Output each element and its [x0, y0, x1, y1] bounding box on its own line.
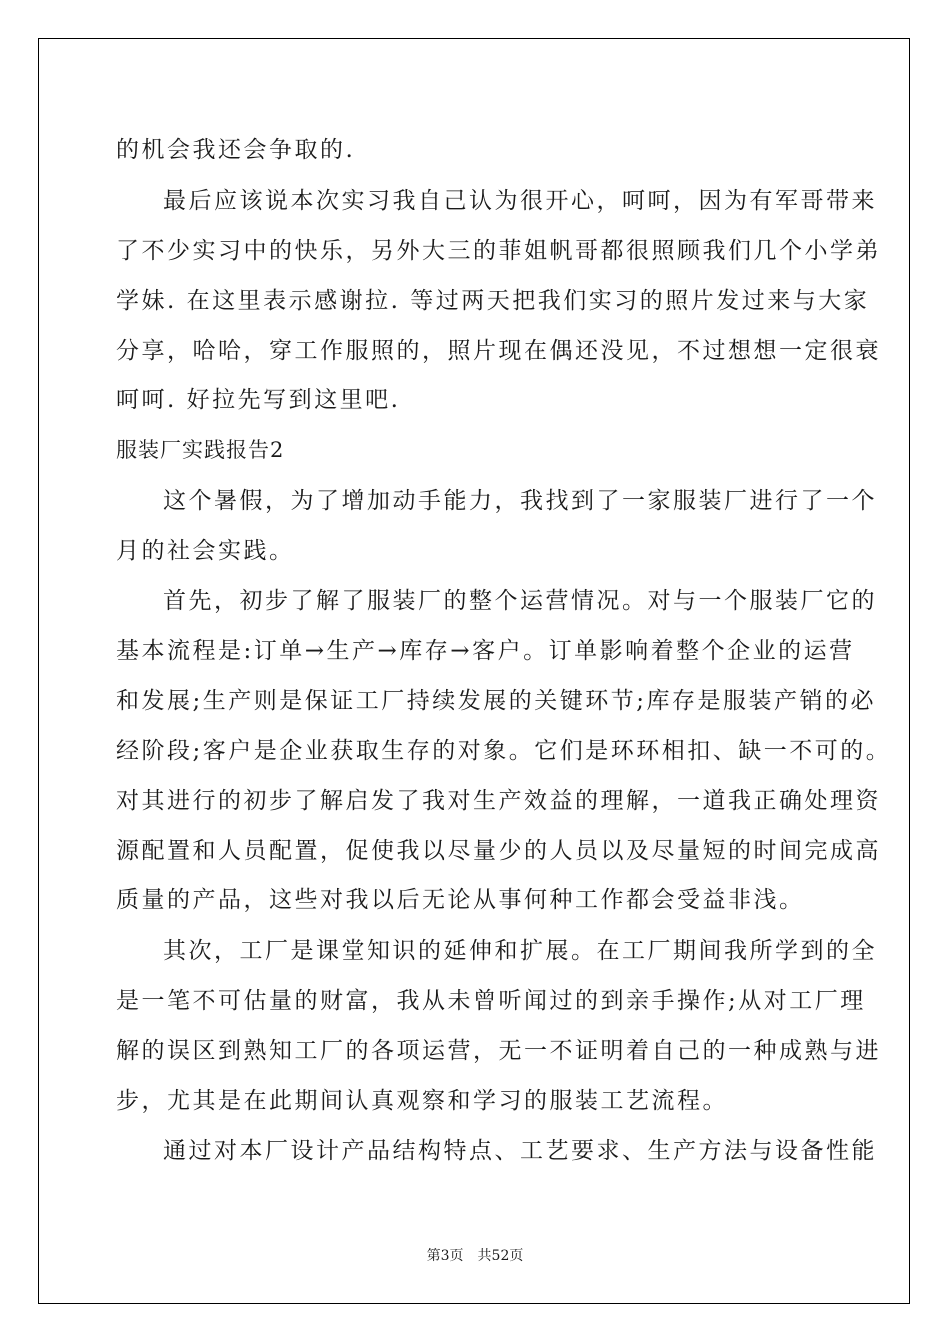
text-line: 了不少实习中的快乐，另外大三的菲姐帆哥都很照顾我们几个小学弟: [116, 238, 881, 264]
text-line: 最后应该说本次实习我自己认为很开心，呵呵，因为有军哥带来: [163, 188, 877, 214]
text-line: 经阶段;客户是企业获取生存的对象。它们是环环相扣、缺一不可的。: [116, 738, 892, 764]
page-footer: [0, 1247, 950, 1265]
text-line: 其次，工厂是课堂知识的延伸和扩展。在工厂期间我所学到的全: [163, 938, 877, 964]
text-line: 对其进行的初步了解启发了我对生产效益的理解，一道我正确处理资: [116, 788, 881, 814]
text-line: 月的社会实践。: [116, 538, 295, 564]
text-line: 这个暑假，为了增加动手能力，我找到了一家服装厂进行了一个: [163, 488, 877, 514]
text-line: 首先，初步了解了服装厂的整个运营情况。对与一个服装厂它的: [163, 588, 877, 614]
text-line: 源配置和人员配置，促使我以尽量少的人员以及尽量短的时间完成高: [116, 838, 881, 864]
text-line: 质量的产品，这些对我以后无论从事何种工作都会受益非浅。: [116, 887, 805, 913]
text-line: 分享，哈哈，穿工作服照的，照片现在偶还没见，不过想想一定很衰: [116, 338, 881, 364]
text-line: 是一笔不可估量的财富，我从未曾听闻过的到亲手操作;从对工厂理: [116, 988, 866, 1014]
text-line: 呵呵. 好拉先写到这里吧.: [116, 387, 401, 413]
text-line: 基本流程是:订单→生产→库存→客户。订单影响着整个企业的运营: [116, 638, 855, 664]
text-line: 学妹. 在这里表示感谢拉. 等过两天把我们实习的照片发过来与大家: [116, 288, 870, 314]
text-line: 和发展;生产则是保证工厂持续发展的关键环节;库存是服装产销的必: [116, 688, 876, 714]
page-total: 共52页: [477, 1248, 524, 1264]
page-number: 第3页: [426, 1248, 464, 1264]
section-heading: 服装厂实践报告2: [116, 438, 285, 462]
text-line: 通过对本厂设计产品结构特点、工艺要求、生产方法与设备性能: [163, 1138, 877, 1164]
text-line: 步，尤其是在此期间认真观察和学习的服装工艺流程。: [116, 1088, 728, 1114]
text-line: 的机会我还会争取的.: [116, 137, 356, 163]
text-line: 解的误区到熟知工厂的各项运营，无一不证明着自己的一种成熟与进: [116, 1038, 881, 1064]
